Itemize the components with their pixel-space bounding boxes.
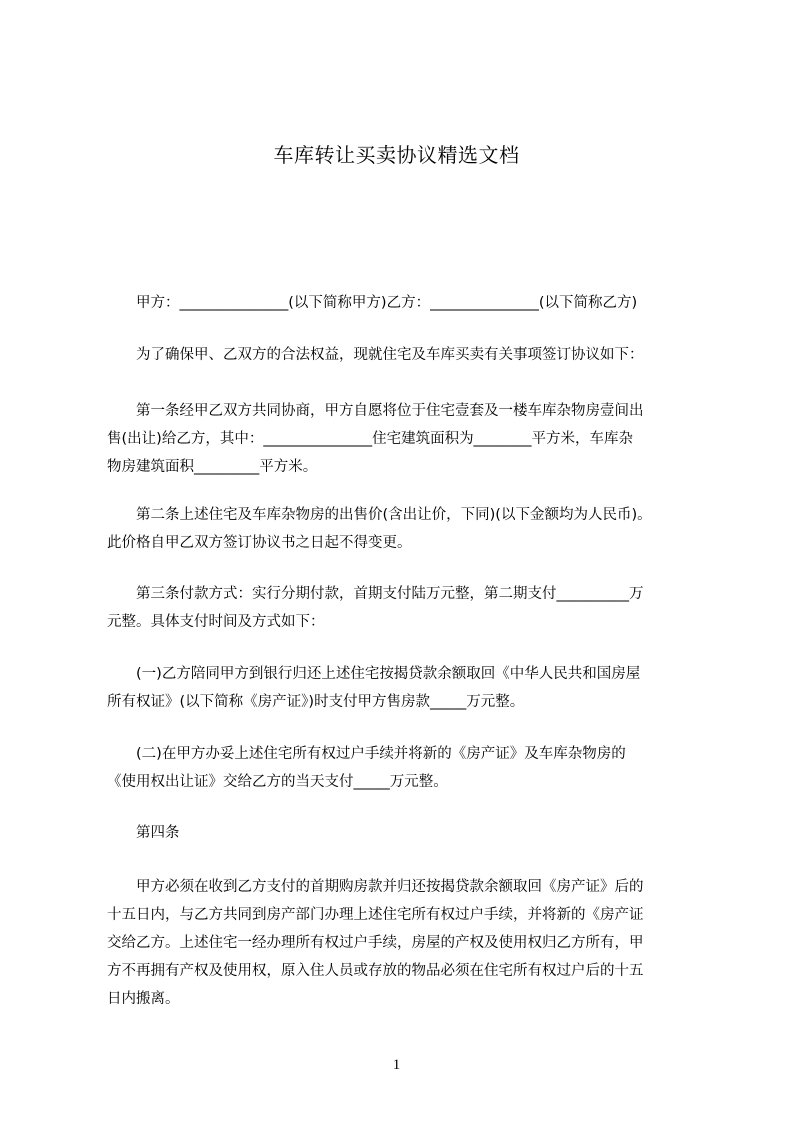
article-2-line-2: 此价格自甲乙双方签订协议书之日起不得变更。	[107, 535, 412, 551]
payment-item-2-line-2: 《使用权出让证》交给乙方的当天支付_____万元整。	[107, 774, 448, 790]
article-4-heading-paragraph	[107, 819, 695, 847]
article-2-paragraph	[107, 501, 695, 557]
purpose-paragraph	[107, 341, 695, 369]
document-title: 车库转让买卖协议精选文档	[273, 143, 520, 167]
article-4-line-1: 甲方必须在收到乙方支付的首期购房款并归还按揭贷款余额取回《房产证》后的	[136, 879, 644, 895]
page-number: 1	[392, 1057, 401, 1073]
article-4-heading: 第四条	[136, 825, 180, 841]
article-4-line-4: 方不再拥有产权及使用权，原入住人员或存放的物品必须在住宅所有权过户后的十五	[107, 963, 644, 979]
payment-item-1-line-1: (一)乙方陪同甲方到银行归还上述住宅按揭贷款余额取回《中华人民共和国房屋	[136, 666, 641, 682]
purpose-line: 为了确保甲、乙双方的合法权益，现就住宅及车库买卖有关事项签订协议如下：	[136, 347, 644, 363]
article-1-paragraph	[107, 397, 695, 481]
article-1-line-2: 售(出让)给乙方，其中：_______________住宅建筑面积为________平方米，车库杂	[107, 431, 634, 447]
article-4-line-2: 十五日内，与乙方共同到房产部门办理上述住宅所有权过户手续，并将新的《房产证	[107, 907, 644, 923]
payment-item-2-paragraph	[107, 740, 695, 796]
article-4-line-3: 交给乙方。上述住宅一经办理所有权过户手续，房屋的产权及使用权归乙方所有，甲	[107, 935, 644, 951]
parties-paragraph	[107, 289, 695, 317]
article-4-body-paragraph	[107, 873, 695, 1013]
article-1-line-3: 物房建筑面积_________平方米。	[107, 459, 318, 475]
payment-item-2-line-1: (二)在甲方办妥上述住宅所有权过户手续并将新的《房产证》及车库杂物房的	[136, 746, 626, 762]
article-3-paragraph	[107, 580, 695, 636]
article-4-line-5: 日内搬离。	[107, 991, 180, 1007]
parties-line: 甲方：_______________(以下简称甲方)乙方：_______________(以下简称乙方)	[136, 295, 638, 311]
payment-item-1-line-2: 所有权证》(以下简称《房产证》)时支付甲方售房款_____万元整。	[107, 694, 525, 710]
payment-item-1-paragraph	[107, 660, 695, 716]
article-2-line-1: 第二条上述住宅及车库杂物房的出售价(含出让价，下同)(以下金额均为人民币)。	[136, 507, 652, 523]
article-3-line-2: 元整。具体支付时间及方式如下：	[107, 614, 325, 630]
article-3-line-1: 第三条付款方式：实行分期付款，首期支付陆万元整，第二期支付__________万	[136, 586, 644, 602]
article-1-line-1: 第一条经甲乙双方共同协商，甲方自愿将位于住宅壹套及一楼车库杂物房壹间出	[136, 403, 644, 419]
